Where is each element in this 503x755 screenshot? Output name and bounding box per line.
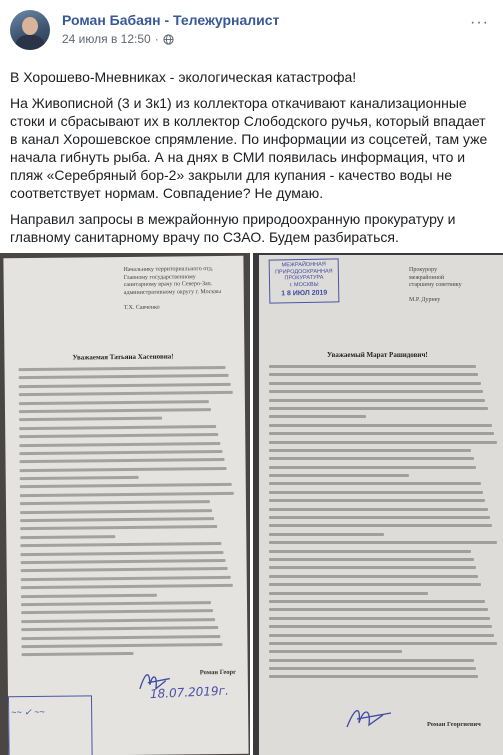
text-line [269, 516, 490, 519]
text-line [269, 399, 485, 402]
text-line [20, 535, 115, 539]
text-line [269, 566, 476, 569]
text-line [269, 499, 485, 502]
post-header [10, 10, 493, 54]
text-line [20, 517, 214, 522]
text-line [269, 407, 488, 410]
letter-sheet [259, 255, 503, 755]
text-line [21, 601, 211, 606]
avatar[interactable] [10, 10, 50, 50]
text-line [19, 408, 211, 413]
stamp-line: ПРОКУРАТУРА [284, 274, 324, 282]
text-line [269, 592, 428, 595]
text-line [20, 551, 223, 556]
handwritten-date: 18.07.2019г. [149, 683, 230, 702]
post-paragraph: В Хорошево-Мневниках - экологическая катастрофа! [10, 69, 357, 85]
more-options-icon[interactable]: ··· [470, 14, 489, 31]
received-stamp [8, 695, 93, 755]
stamp-date: 1 8 ИЮЛ 2019 [281, 289, 328, 298]
text-line [20, 483, 232, 488]
text-line [269, 558, 474, 561]
text-line [269, 491, 483, 494]
text-line [21, 609, 213, 614]
text-line [269, 675, 478, 678]
letter-salutation: Уважаемая Татьяна Хасеновна! [72, 352, 174, 362]
text-line [269, 373, 478, 376]
text-line [269, 608, 488, 611]
text-line [19, 400, 209, 405]
text-line [21, 618, 215, 623]
text-line [269, 550, 471, 553]
stamp-date-scribble: ~~ ✓ ~~ [11, 706, 45, 718]
text-line [20, 525, 217, 530]
post-paragraph: Направил запросы в межрайонную природоохранную прокуратуру и главному санитарному врачу по СЗАО. Будем разбираться. [10, 211, 456, 245]
text-line [20, 467, 227, 472]
text-line [20, 476, 139, 480]
meta-separator: · [154, 32, 159, 46]
post-date[interactable]: 24 июля в 12:50 [62, 32, 151, 46]
signature-icon [343, 701, 397, 733]
letter-body [269, 365, 499, 684]
text-line [269, 575, 478, 578]
text-line [269, 365, 476, 368]
text-line [21, 584, 233, 589]
text-line [19, 383, 231, 388]
post-text [10, 68, 493, 254]
text-line [19, 366, 226, 371]
text-line [269, 482, 481, 485]
text-line [269, 449, 471, 452]
text-line [19, 442, 220, 447]
letter-address: Начальнику территориального отд. Главному государственному санитарному врачу по Северо-Зап. административному округу г. Москвы Т.Х. Савченко [123, 266, 222, 311]
post-meta [62, 32, 174, 46]
photo-grid [0, 253, 503, 755]
text-line [19, 433, 218, 438]
text-line [21, 635, 220, 640]
text-line [269, 642, 497, 645]
text-line [21, 576, 231, 581]
text-line [21, 643, 222, 648]
text-line [269, 457, 474, 460]
text-line [19, 374, 229, 379]
text-line [269, 424, 492, 427]
text-line [269, 382, 481, 385]
text-line [269, 441, 497, 444]
text-line [269, 634, 494, 637]
text-line [269, 466, 476, 469]
text-line [269, 524, 492, 527]
letter-address: Прокурору межрайонной старшему советнику М.Р. Дурнеу [409, 267, 462, 303]
text-line [269, 667, 476, 670]
signer-name: Роман Георгиевич [427, 721, 481, 728]
text-line [21, 567, 228, 572]
stamp-line: МЕЖРАЙОННАЯ [281, 261, 326, 269]
text-line [269, 659, 474, 662]
stamp-line: ПРИРОДООХРАННАЯ [275, 267, 333, 276]
avatar-body [15, 35, 45, 50]
letter-body [19, 366, 238, 662]
letter-salutation: Уважаемый Марат Рашидович! [327, 351, 428, 359]
text-line [269, 533, 384, 536]
text-line [269, 474, 409, 477]
text-line [20, 492, 234, 497]
text-line [20, 542, 221, 547]
text-line [19, 391, 233, 396]
photo-letter-sanitary[interactable] [0, 253, 250, 755]
text-line [20, 458, 225, 463]
text-line [21, 626, 218, 631]
text-line [19, 450, 222, 455]
text-line [21, 559, 226, 564]
text-line [19, 417, 162, 421]
text-line [269, 617, 490, 620]
text-line [22, 652, 134, 656]
text-line [19, 425, 216, 430]
avatar-face [22, 17, 38, 35]
stamp-line: г. МОСКВЫ [289, 281, 319, 288]
text-line [269, 600, 485, 603]
text-line [269, 583, 481, 586]
text-line [269, 415, 366, 418]
prosecutor-stamp [269, 258, 340, 303]
text-line [269, 650, 402, 653]
post-paragraph: На Живописной (3 и 3к1) из коллектора откачивают канализационные стоки и сбрасывают их в коллектор Слободского ручья, который впадает в канал Хорошевское спрямление. По информации из соцсетей, там уже начала гибнуть рыба. А на днях в СМИ появилась информация, что и пляж «Серебряный бор-2» закрыли для купания - качество воды не соответствует нормам. Совпадение? Не думаю. [10, 95, 488, 201]
text-line [269, 508, 488, 511]
photo-letter-prosecutor[interactable] [253, 253, 503, 755]
text-line [20, 500, 210, 505]
text-line [21, 593, 157, 597]
letter-sheet [3, 256, 248, 755]
text-line [269, 390, 483, 393]
text-line [269, 432, 494, 435]
text-line [269, 625, 492, 628]
text-line [269, 541, 497, 544]
signer-name: Роман Георг [199, 668, 237, 677]
author-name[interactable]: Роман Бабаян - Тележурналист [62, 12, 280, 28]
text-line [20, 509, 212, 514]
globe-icon[interactable] [163, 34, 174, 45]
